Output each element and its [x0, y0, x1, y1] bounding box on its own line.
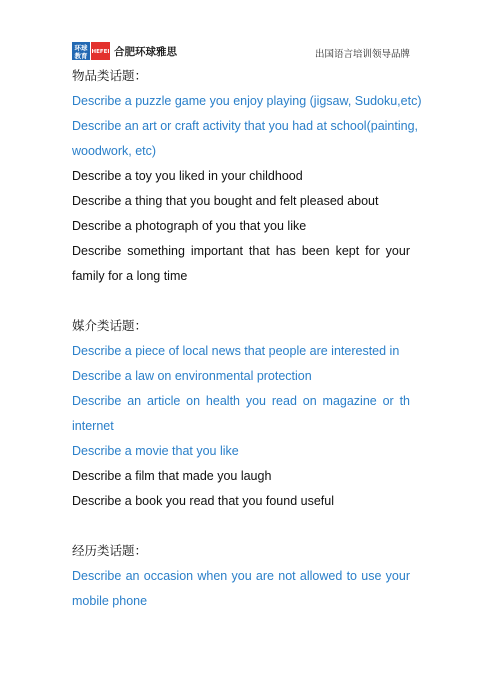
section-gap: [72, 516, 410, 541]
topic-line: woodwork, etc): [72, 144, 157, 158]
topic-line: Describe a film that made you laugh: [72, 469, 272, 483]
topic-line: family for a long time: [72, 269, 188, 283]
topic-line: Describe a toy you liked in your childhood: [72, 169, 303, 183]
logo-text: 合肥环球雅思: [114, 45, 177, 58]
logo-badge-bottom: 教育: [74, 52, 88, 60]
logo-badge-hefei: HEFEI: [91, 49, 110, 55]
topic-line: Describe a law on environmental protection: [72, 369, 312, 383]
section-heading: 经历类话题：: [72, 544, 148, 558]
logo-badge-top: 环球: [74, 44, 88, 52]
topic-line: mobile phone: [72, 594, 148, 608]
topic-line: Describe an art or craft activity that you had at school(painting,: [72, 119, 419, 133]
topic-line: Describe a piece of local news that people are interested in: [72, 344, 400, 358]
logo-icon: [72, 42, 110, 60]
section-gap: [72, 291, 410, 316]
topic-line: Describe a puzzle game you enjoy playing (jigsaw, Sudoku,etc): [72, 94, 422, 108]
page-header: [72, 40, 410, 64]
topic-line: Describe something important that has been kept for your: [72, 244, 410, 258]
topic-line: internet: [72, 419, 114, 433]
topic-line: Describe an article on health you read on magazine or th: [72, 394, 410, 408]
section-heading: 媒介类话题：: [72, 319, 148, 333]
topic-line: Describe an occasion when you are not allowed to use your: [72, 569, 410, 583]
document-body: [72, 66, 422, 616]
topic-line: Describe a book you read that you found useful: [72, 494, 334, 508]
topic-line: Describe a movie that you like: [72, 444, 239, 458]
section-heading: 物品类话题：: [72, 69, 148, 83]
topic-line: Describe a photograph of you that you like: [72, 219, 307, 233]
brand-logo: [72, 42, 177, 60]
header-tagline: 出国语言培训领导品牌: [314, 49, 410, 60]
topic-line: Describe a thing that you bought and felt pleased about: [72, 194, 379, 208]
